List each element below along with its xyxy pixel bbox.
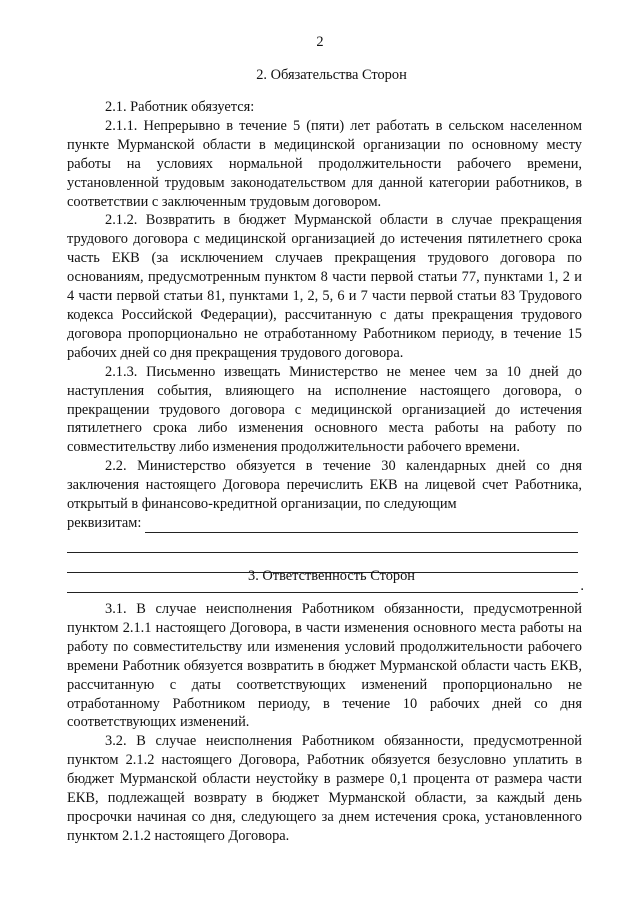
requisites-fill-line: [145, 518, 578, 533]
page-number: 2: [316, 34, 324, 50]
requisites-label: реквизитам:: [67, 514, 142, 531]
section-2-title: 2. Обязательства Сторон: [256, 67, 407, 83]
paragraph-3-1: 3.1. В случае неисполнения Работником обязанности, предусмотренной пунктом 2.1.1 настоящего Договора, в части изменения основного места работы на работу по совместительству или изменения условий продолжительности рабочего времени Работник обязуется возвратить в бюджет Мурманской области часть ЕКВ, рассчитанную с даты соответствующих изменений пропорционально не отработанному Работником периоду, в течение 10 рабочих дней со дня соответствующих изменений.: [67, 601, 582, 731]
paragraph-2-1-3: 2.1.3. Письменно извещать Министерство не менее чем за 10 дней до наступления события, влияющего на исполнение настоящего договора, о прекращении трудового договора с медицинской организацией до истечения пятилетнего срока либо изменения основного места работы на работу по совместительству либо изменения продолжительности рабочего времени.: [67, 363, 582, 456]
section-3-title: 3. Ответственность Сторон: [248, 568, 415, 584]
paragraph-2-1: 2.1. Работник обязуется:: [105, 99, 255, 115]
requisites-blank-line: [67, 533, 578, 553]
section-3-body: [67, 600, 582, 846]
section-2-body: [67, 98, 582, 593]
line-end-period: .: [580, 577, 584, 594]
paragraph-2-1-1: 2.1.1. Непрерывно в течение 5 (пяти) лет работать в сельском населенном пункте Мурманской области в медицинской организации по основному месту работы на условиях нормальной продолжительности рабочего времени, установленной трудовым законодательством для данной категории работников, в соответствии с заключенным трудовым договором.: [67, 117, 582, 210]
paragraph-2-2: 2.2. Министерство обязуется в течение 30 календарных дней со дня заключения настоящего Договора перечислить ЕКВ на лицевой счет Работника, открытый в финансово-кредитной организации, по следующим: [67, 458, 582, 513]
requisites-row: [67, 514, 582, 533]
paragraph-3-2: 3.2. В случае неисполнения Работником обязанности, предусмотренной пунктом 2.1.2 настоящего Договора, Работник обязуется безусловно уплатить в бюджет Мурманской области неустойку в размере 0,1 процента от размера части ЕКВ, подлежащей возврату в бюджет Мурманской области, за каждый день просрочки начиная со дня, следующего за днем истечения срока, установленного пунктом 2.1.2 настоящего Договора.: [67, 733, 582, 844]
paragraph-2-1-2: 2.1.2. Возвратить в бюджет Мурманской области в случае прекращения трудового договора с медицинской организацией до истечения пятилетнего срока часть ЕКВ (за исключением случаев прекращения трудового договора по основаниям, предусмотренным пунктом 8 части первой статьи 77, пунктами 1, 2 и 4 части первой статьи 81, пунктами 1, 2, 5, 6 и 7 части первой статьи 83 Трудового кодекса Российской Федерации), рассчитанную с даты прекращения трудового договора пропорционально не отработанному Работником периоду, в течение 15 рабочих дней со дня прекращения трудового договора.: [67, 212, 582, 361]
